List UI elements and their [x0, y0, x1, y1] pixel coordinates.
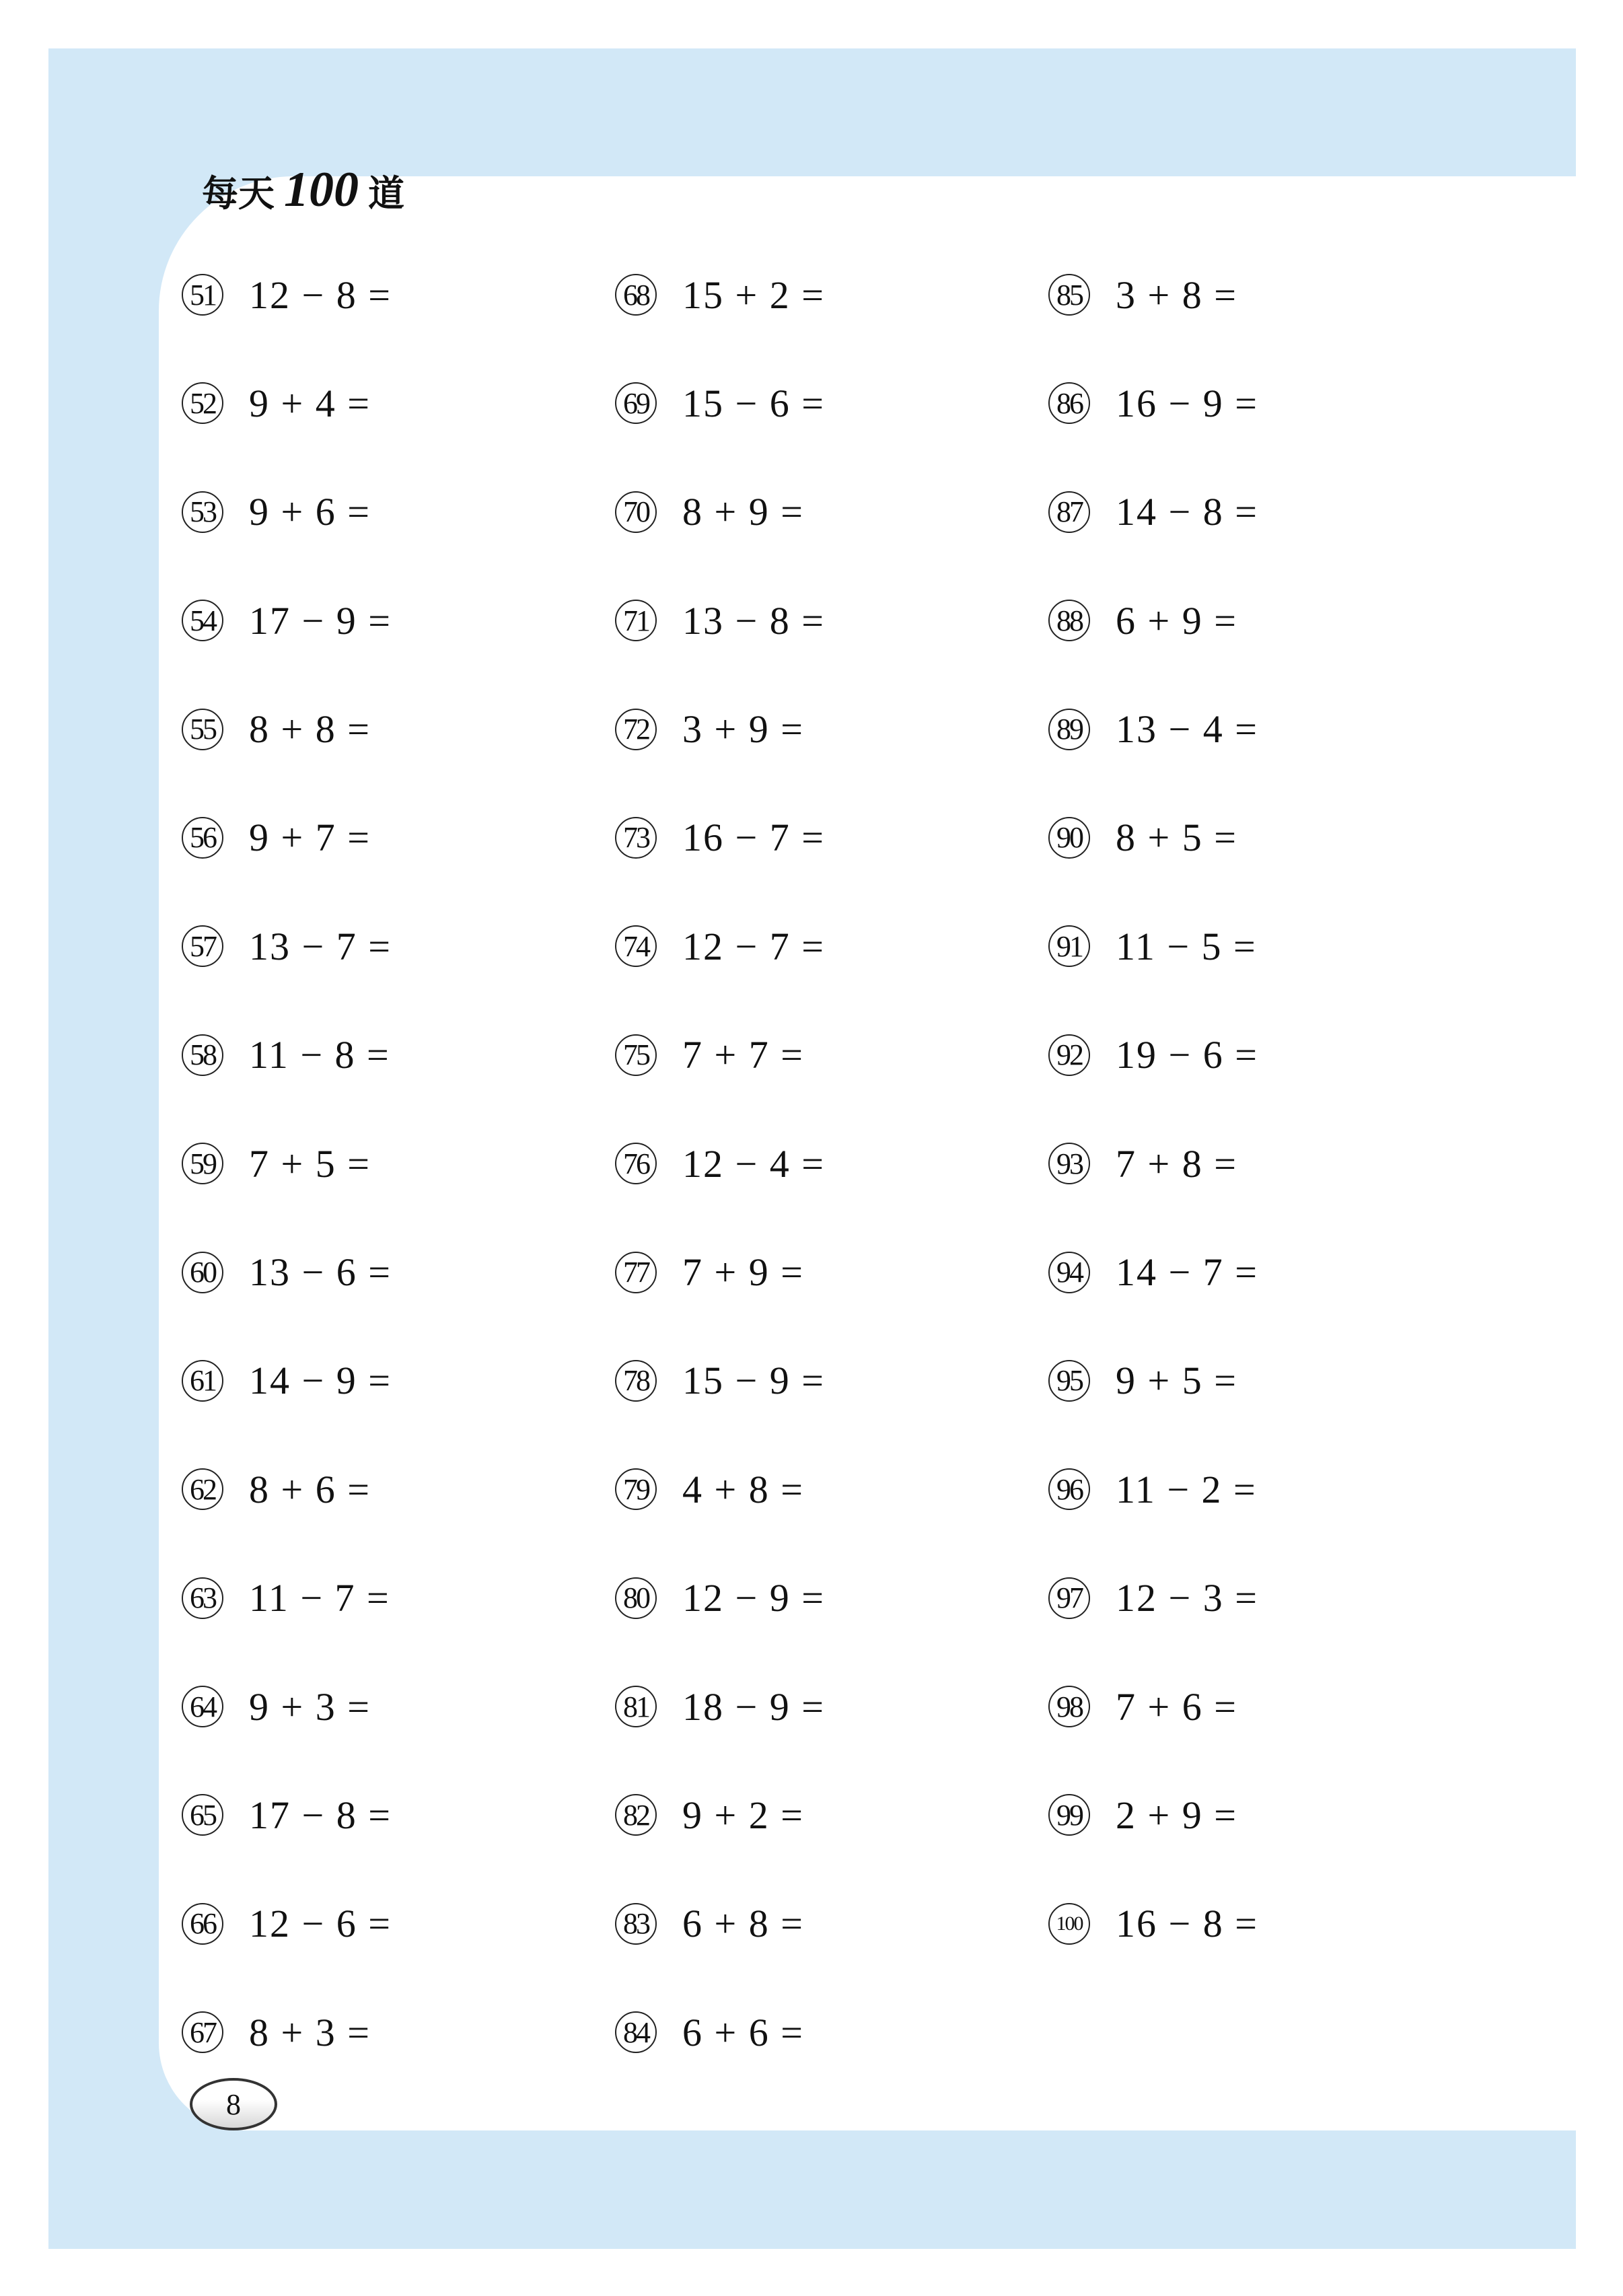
problem-expression: 2 + 9 =: [1116, 1793, 1237, 1837]
problem-item: [1048, 926, 1482, 966]
problem-item: [1048, 1686, 1482, 1727]
problem-number: 96: [1048, 1468, 1090, 1510]
problem-expression: 3 + 9 =: [682, 707, 804, 752]
problem-expression: 8 + 9 =: [682, 490, 804, 534]
problem-item: [1048, 818, 1482, 858]
problem-expression: 3 + 8 =: [1116, 273, 1237, 317]
problem-number: 69: [615, 382, 657, 424]
problem-number: 59: [182, 1143, 223, 1184]
problem-item: [182, 2012, 615, 2052]
problem-item: [615, 709, 1048, 750]
problem-item: [182, 1361, 615, 1401]
problem-item: [182, 1035, 615, 1075]
problem-item: [1048, 1578, 1482, 1618]
problem-item: [182, 818, 615, 858]
problem-item: [1048, 383, 1482, 423]
problem-number: 76: [615, 1143, 657, 1184]
problem-expression: 7 + 5 =: [249, 1141, 371, 1186]
problem-item: [615, 1578, 1048, 1618]
problem-number: 63: [182, 1577, 223, 1619]
problem-expression: 15 + 2 =: [682, 273, 825, 317]
problem-number: 88: [1048, 600, 1090, 641]
problem-expression: 11 − 5 =: [1116, 924, 1257, 968]
problem-expression: 6 + 9 =: [1116, 598, 1237, 643]
problem-expression: 12 − 9 =: [682, 1576, 825, 1620]
problem-number: 65: [182, 1794, 223, 1836]
problem-number: 53: [182, 491, 223, 533]
problem-expression: 7 + 6 =: [1116, 1684, 1237, 1729]
title-number: 100: [284, 162, 359, 217]
problem-item: [1048, 492, 1482, 532]
problem-number: 94: [1048, 1252, 1090, 1293]
problem-expression: 8 + 6 =: [249, 1467, 371, 1511]
problem-number: 73: [615, 817, 657, 859]
problem-item: [182, 1143, 615, 1184]
problem-item: [1048, 709, 1482, 750]
problem-number: 72: [615, 709, 657, 750]
problem-expression: 12 − 4 =: [682, 1141, 825, 1186]
problem-expression: 13 − 7 =: [249, 924, 392, 968]
problem-expression: 14 − 8 =: [1116, 490, 1258, 534]
problem-item: [1048, 600, 1482, 641]
problem-number: 92: [1048, 1034, 1090, 1076]
problem-item: [182, 1904, 615, 1944]
problem-expression: 12 − 8 =: [249, 273, 392, 317]
problem-number: 75: [615, 1034, 657, 1076]
problem-expression: 6 + 6 =: [682, 2010, 804, 2054]
problem-expression: 13 − 4 =: [1116, 707, 1258, 752]
problem-item: [615, 1035, 1048, 1075]
problem-expression: 9 + 7 =: [249, 816, 371, 860]
problem-expression: 4 + 8 =: [682, 1467, 804, 1511]
problem-expression: 11 − 7 =: [249, 1576, 390, 1620]
problem-expression: 14 − 7 =: [1116, 1250, 1258, 1295]
problem-expression: 12 − 3 =: [1116, 1576, 1258, 1620]
problem-expression: 17 − 8 =: [249, 1793, 392, 1837]
problem-item: [615, 383, 1048, 423]
problem-number: 58: [182, 1034, 223, 1076]
problem-number: 82: [615, 1794, 657, 1836]
problem-item: [1048, 275, 1482, 315]
problem-item: [615, 600, 1048, 641]
problem-number: 98: [1048, 1686, 1090, 1727]
problem-expression: 16 − 7 =: [682, 816, 825, 860]
problem-number: 60: [182, 1252, 223, 1293]
problem-number: 57: [182, 925, 223, 967]
problem-expression: 9 + 5 =: [1116, 1359, 1237, 1403]
problem-number: 67: [182, 2011, 223, 2053]
problem-item: [1048, 1035, 1482, 1075]
problem-item: [1048, 1252, 1482, 1293]
problem-expression: 11 − 2 =: [1116, 1467, 1257, 1511]
problem-expression: 14 − 9 =: [249, 1359, 392, 1403]
problem-item: [1048, 1469, 1482, 1509]
problem-number: 70: [615, 491, 657, 533]
problem-number: 52: [182, 382, 223, 424]
problem-number: 62: [182, 1468, 223, 1510]
problem-expression: 6 + 8 =: [682, 1902, 804, 1946]
problem-expression: 8 + 3 =: [249, 2010, 371, 2054]
problem-number: 86: [1048, 382, 1090, 424]
problem-number: 71: [615, 600, 657, 641]
problem-number: 77: [615, 1252, 657, 1293]
problem-item: [615, 1252, 1048, 1293]
problem-number: 95: [1048, 1360, 1090, 1402]
problem-number: 99: [1048, 1794, 1090, 1836]
problem-number: 93: [1048, 1143, 1090, 1184]
page-title: [202, 162, 404, 222]
problem-item: [615, 1143, 1048, 1184]
problem-expression: 9 + 4 =: [249, 381, 371, 425]
problem-number: 90: [1048, 817, 1090, 859]
problem-item: [182, 1686, 615, 1727]
problem-item: [615, 1904, 1048, 1944]
problem-number: 51: [182, 274, 223, 316]
problem-expression: 13 − 8 =: [682, 598, 825, 643]
problem-item: [182, 275, 615, 315]
problem-number: 81: [615, 1686, 657, 1727]
problem-expression: 9 + 2 =: [682, 1793, 804, 1837]
problem-item: [615, 1361, 1048, 1401]
problem-number: 85: [1048, 274, 1090, 316]
problem-item: [615, 1469, 1048, 1509]
problem-expression: 16 − 8 =: [1116, 1902, 1258, 1946]
problem-item: [182, 709, 615, 750]
problem-item: [182, 926, 615, 966]
problem-number: 100: [1048, 1903, 1090, 1945]
problem-item: [1048, 1143, 1482, 1184]
problem-grid: [182, 275, 1527, 2116]
problem-expression: 13 − 6 =: [249, 1250, 392, 1295]
problem-number: 87: [1048, 491, 1090, 533]
problem-expression: 7 + 8 =: [1116, 1141, 1237, 1186]
problem-expression: 7 + 9 =: [682, 1250, 804, 1295]
problem-item: [615, 818, 1048, 858]
problem-number: 83: [615, 1903, 657, 1945]
problem-expression: 9 + 6 =: [249, 490, 371, 534]
title-prefix: 每天: [202, 172, 275, 215]
problem-item: [615, 1686, 1048, 1727]
problem-item: [615, 275, 1048, 315]
problem-item: [182, 492, 615, 532]
problem-expression: 8 + 5 =: [1116, 816, 1237, 860]
problem-number: 91: [1048, 925, 1090, 967]
problem-item: [182, 1795, 615, 1835]
problem-expression: 12 − 6 =: [249, 1902, 392, 1946]
problem-item: [182, 1469, 615, 1509]
problem-item: [182, 383, 615, 423]
problem-item: [615, 2012, 1048, 2052]
problem-expression: 16 − 9 =: [1116, 381, 1258, 425]
problem-expression: 15 − 9 =: [682, 1359, 825, 1403]
problem-number: 68: [615, 274, 657, 316]
problem-expression: 8 + 8 =: [249, 707, 371, 752]
problem-item: [1048, 1361, 1482, 1401]
problem-number: 66: [182, 1903, 223, 1945]
problem-item: [1048, 1795, 1482, 1835]
problem-number: 89: [1048, 709, 1090, 750]
problem-expression: 11 − 8 =: [249, 1033, 390, 1077]
problem-item: [615, 492, 1048, 532]
problem-expression: 9 + 3 =: [249, 1684, 371, 1729]
problem-item: [615, 1795, 1048, 1835]
problem-item: [615, 926, 1048, 966]
title-suffix: 道: [368, 172, 404, 215]
problem-number: 84: [615, 2011, 657, 2053]
problem-item: [182, 1252, 615, 1293]
problem-number: 78: [615, 1360, 657, 1402]
problem-item: [182, 1578, 615, 1618]
problem-expression: 15 − 6 =: [682, 381, 825, 425]
problem-number: 80: [615, 1577, 657, 1619]
problem-number: 61: [182, 1360, 223, 1402]
problem-number: 79: [615, 1468, 657, 1510]
problem-expression: 12 − 7 =: [682, 924, 825, 968]
problem-number: 74: [615, 925, 657, 967]
problem-number: 55: [182, 709, 223, 750]
problem-number: 64: [182, 1686, 223, 1727]
problem-number: 56: [182, 817, 223, 859]
page-number-badge: 8: [190, 2078, 277, 2130]
problem-expression: 7 + 7 =: [682, 1033, 804, 1077]
problem-number: 54: [182, 600, 223, 641]
problem-expression: 17 − 9 =: [249, 598, 392, 643]
problem-item: [1048, 1904, 1482, 1944]
problem-item: [182, 600, 615, 641]
problem-expression: 19 − 6 =: [1116, 1033, 1258, 1077]
problem-number: 97: [1048, 1577, 1090, 1619]
problem-expression: 18 − 9 =: [682, 1684, 825, 1729]
